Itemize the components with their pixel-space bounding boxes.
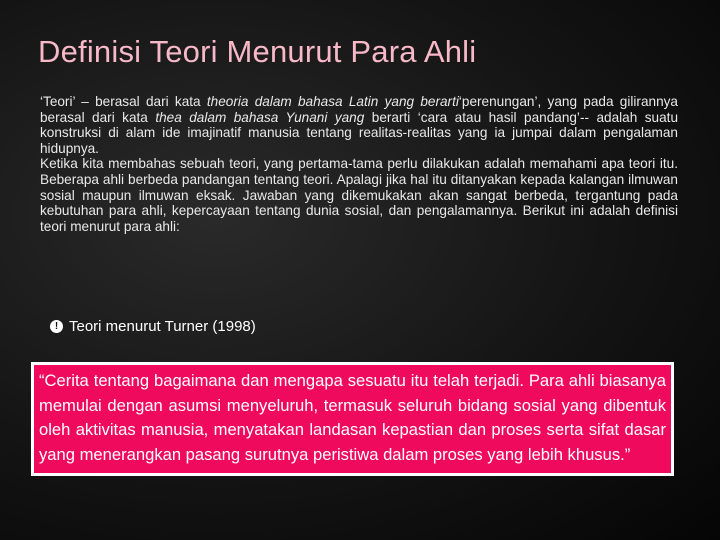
intro-text [40,94,678,234]
intro-p1-part-a: ‘Teori’ – berasal dari kata [40,94,207,109]
intro-p1-part-b: ‘perenungan’, yang pada gilirannya berasal dari kata [40,94,678,125]
intro-p1-part-c: berarti ‘cara atau hasil pandang’-- adalah suatu konstruksi di alam ide imajinatif manusia tentang realitas-realitas yang ia jumpai dalam pengalaman hidupnya. [40,109,679,156]
intro-p1-italic-1: theoria dalam bahasa Latin yang berarti [206,94,459,109]
intro-p1-italic-2: thea dalam bahasa Yunani yang [155,109,365,125]
intro-paragraph-1 [40,94,678,156]
quote-text: “Cerita tentang bagaimana dan mengapa sesuatu itu telah terjadi. Para ahli biasanya memulai dengan asumsi menyeluruh, termasuk seluruh bidang sosial yang dibentuk oleh aktivitas manusia, menyatakan landasan kepastian dan proses serta sifat dasar yang menerangkan pasang surutnya peristiwa dalam proses yang lebih khusus.” [39,371,666,464]
bullet-turner [50,318,256,335]
exclamation-circle-icon: ! [50,320,63,333]
intro-paragraph-2: Ketika kita membahas sebuah teori, yang pertama-tama perlu dilakukan adalah memahami apa teori itu. Beberapa ahli berbeda pandangan tentang teori. Apalagi jika hal itu ditanyakan kepada kalangan ilmuwan sosial maupun ilmuwan eksak. Jawaban yang dikemukakan akan sangat berbeda, tergantung pada kebutuhan para ahli, kepercayaan tentang dunia sosial, dan pengalamannya. Berikut ini adalah definisi teori menurut para ahli: [40,156,678,234]
slide-title: Definisi Teori Menurut Para Ahli [38,34,477,69]
quote-box [31,362,674,476]
bullet-label: Teori menurut Turner (1998) [69,318,256,335]
